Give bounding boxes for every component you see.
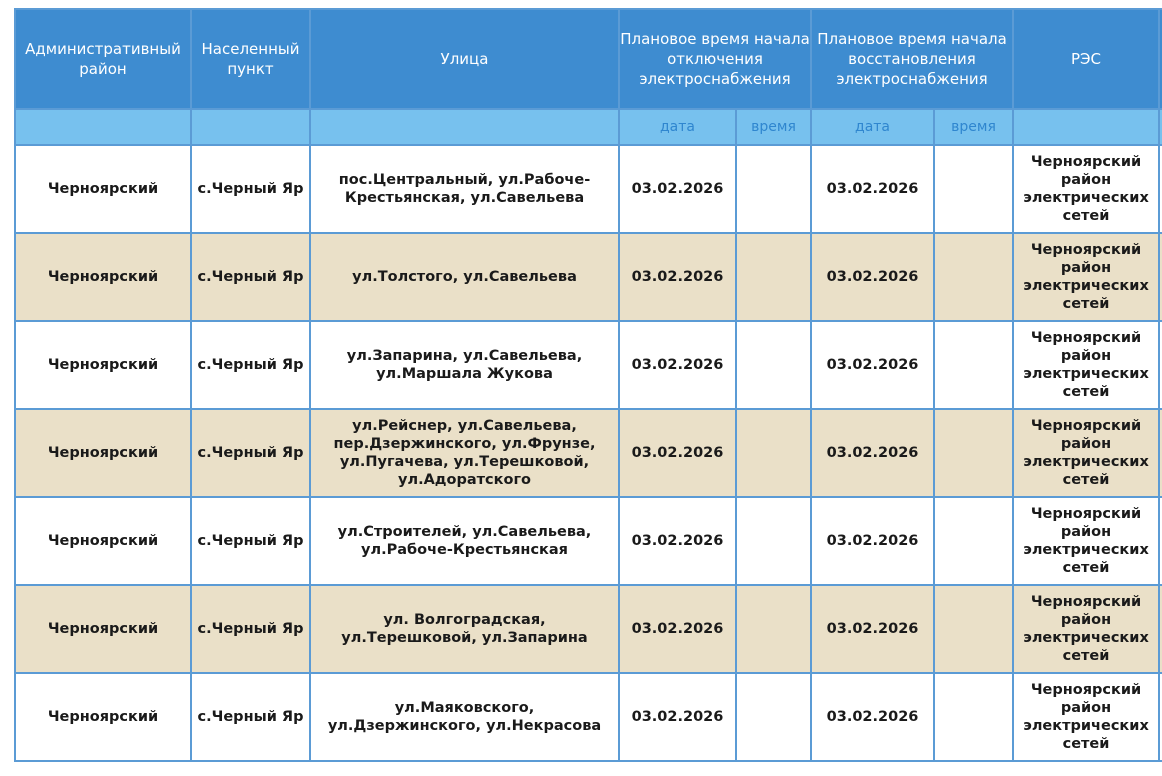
outage-table-container [14,8,1162,762]
cell-settlement: с.Черный Яр [191,673,310,761]
cell-on-time [934,585,1013,673]
cell-res: Черноярский район электрических сетей [1013,673,1159,761]
cell-res: Черноярский район электрических сетей [1013,145,1159,233]
table-row [15,409,1162,497]
cell-settlement: с.Черный Яр [191,409,310,497]
cell-on-date: 03.02.2026 [811,233,934,321]
cell-off-time [736,321,811,409]
subheader-empty [191,109,310,145]
cell-district: Черноярский [15,497,191,585]
table-row [15,497,1162,585]
header-off-time: Плановое время начала отключения электроснабжения [619,9,811,109]
header-res: РЭС [1013,9,1159,109]
cell-res: Черноярский район электрических сетей [1013,409,1159,497]
subheader-on-date: дата [811,109,934,145]
cell-off-date: 03.02.2026 [619,145,736,233]
header-restore-time: Плановое время начала восстановления электроснабжения [811,9,1013,109]
cell-district: Черноярский [15,145,191,233]
cell-res: Черноярский район электрических сетей [1013,321,1159,409]
cell-off-date: 03.02.2026 [619,233,736,321]
cell-district: Черноярский [15,321,191,409]
cell-off-date: 03.02.2026 [619,409,736,497]
cell-district: Черноярский [15,673,191,761]
cell-street: ул.Маяковского, ул.Дзержинского, ул.Некрасова [310,673,619,761]
cell-street: пос.Центральный, ул.Рабоче-Крестьянская, ул.Савельева [310,145,619,233]
cell-on-date: 03.02.2026 [811,497,934,585]
cell-street: ул.Строителей, ул.Савельева, ул.Рабоче-Крестьянская [310,497,619,585]
table-row [15,233,1162,321]
cell-off-date: 03.02.2026 [619,673,736,761]
cell-off-time [736,409,811,497]
header-district: Административный район [15,9,191,109]
cell-settlement: с.Черный Яр [191,233,310,321]
cell-on-date: 03.02.2026 [811,585,934,673]
table-row [15,145,1162,233]
header-street: Улица [310,9,619,109]
cell-district: Черноярский [15,233,191,321]
cell-on-date: 03.02.2026 [811,145,934,233]
cell-on-date: 03.02.2026 [811,409,934,497]
cell-on-time [934,233,1013,321]
cell-off-time [736,145,811,233]
cell-res: Черноярский район электрических сетей [1013,585,1159,673]
cell-on-date: 03.02.2026 [811,673,934,761]
table-row [15,321,1162,409]
cell-off-time [736,585,811,673]
cell-on-time [934,321,1013,409]
cell-on-date: 03.02.2026 [811,321,934,409]
cell-res: Черноярский район электрических сетей [1013,497,1159,585]
subheader-on-time: время [934,109,1013,145]
cell-off-time [736,233,811,321]
subheader-off-date: дата [619,109,736,145]
cell-off-time [736,497,811,585]
table-row [15,585,1162,673]
cell-off-date: 03.02.2026 [619,585,736,673]
cell-on-time [934,145,1013,233]
cell-res: Черноярский район электрических сетей [1013,233,1159,321]
header-settlement: Населенный пункт [191,9,310,109]
cell-street: ул.Рейснер, ул.Савельева, пер.Дзержинского, ул.Фрунзе, ул.Пугачева, ул.Терешковой, ул.Адоратского [310,409,619,497]
outage-table [14,8,1162,762]
subheader-empty [1013,109,1159,145]
cell-settlement: с.Черный Яр [191,497,310,585]
cell-on-time [934,497,1013,585]
cell-settlement: с.Черный Яр [191,321,310,409]
cell-on-time [934,409,1013,497]
cell-district: Черноярский [15,409,191,497]
cell-street: ул.Толстого, ул.Савельева [310,233,619,321]
cell-district: Черноярский [15,585,191,673]
cell-street: ул. Волгоградская, ул.Терешковой, ул.Запарина [310,585,619,673]
subheader-empty [310,109,619,145]
table-row [15,673,1162,761]
subheader-off-time: время [736,109,811,145]
cell-off-date: 03.02.2026 [619,321,736,409]
cell-on-time [934,673,1013,761]
cell-settlement: с.Черный Яр [191,145,310,233]
subheader-empty [15,109,191,145]
cell-off-time [736,673,811,761]
cell-street: ул.Запарина, ул.Савельева, ул.Маршала Жукова [310,321,619,409]
cell-off-date: 03.02.2026 [619,497,736,585]
cell-settlement: с.Черный Яр [191,585,310,673]
